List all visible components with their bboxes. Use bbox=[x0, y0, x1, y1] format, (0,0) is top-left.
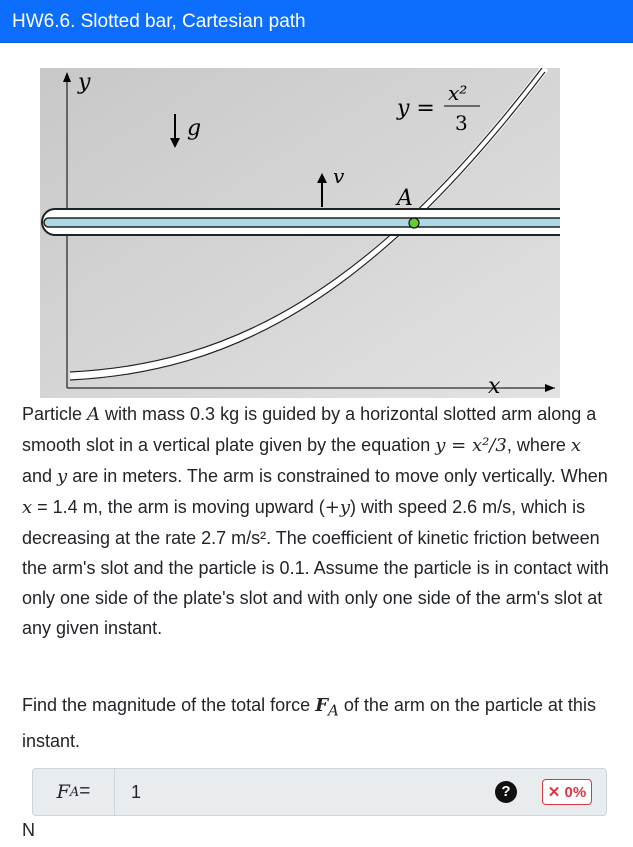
curve-label-num: x² bbox=[448, 81, 468, 105]
problem-seg: are in meters. The arm is constrained to move only vertically. When bbox=[67, 466, 608, 486]
answer-label-eq: = bbox=[79, 781, 91, 802]
problem-seg: = 1.4 m, the arm is moving upward ( bbox=[32, 497, 325, 517]
help-icon[interactable]: ? bbox=[495, 781, 517, 803]
math-equation: y = x²/3 bbox=[435, 435, 507, 456]
answer-label bbox=[33, 769, 115, 815]
math-y: y bbox=[57, 466, 68, 487]
question-text bbox=[22, 690, 612, 756]
problem-seg: with mass 0.3 kg is guided by a horizontal slotted arm along a smooth slot in a vertical plate given by the equation bbox=[22, 404, 597, 455]
page-title: HW6.6. Slotted bar, Cartesian path bbox=[12, 11, 306, 32]
question-seg: of the arm on the particle at this instant. bbox=[22, 695, 596, 751]
units-label: N bbox=[22, 820, 35, 840]
particle-label: A bbox=[397, 186, 413, 211]
problem-figure bbox=[40, 68, 560, 398]
arm-slot bbox=[44, 218, 560, 227]
answer-label-f: F bbox=[56, 781, 70, 803]
answer-input-group bbox=[32, 768, 607, 816]
problem-seg: Particle bbox=[22, 404, 88, 424]
page-header bbox=[0, 0, 633, 43]
curve-label-den: 3 bbox=[455, 111, 468, 135]
particle-a bbox=[409, 218, 419, 228]
math-a: A bbox=[87, 404, 101, 425]
math-x: x bbox=[22, 497, 33, 518]
problem-seg: ) with speed 2.6 m/s, which is decreasing at the rate 2.7 m/s². The coefficient of kinetic friction between the arm's slot and the particle is 0.1. Assume the particle is in contact with only one side of the plate's slot and with only one side of the arm's slot at any given instant. bbox=[22, 497, 609, 638]
question-seg: Find the magnitude of the total force bbox=[22, 695, 316, 715]
x-axis-label: x bbox=[488, 374, 501, 398]
problem-text bbox=[22, 399, 612, 643]
y-axis-label: y bbox=[78, 70, 91, 95]
figure-svg bbox=[40, 68, 560, 398]
problem-seg: , where bbox=[506, 435, 571, 455]
velocity-label: v bbox=[333, 164, 345, 188]
gravity-label: g bbox=[187, 116, 202, 141]
math-x: x bbox=[570, 435, 582, 456]
score-badge: ✕ 0% bbox=[542, 779, 592, 805]
math-fa-sub: A bbox=[327, 701, 339, 720]
answer-label-sub: A bbox=[69, 784, 80, 800]
curve-label-lhs: y = bbox=[397, 96, 435, 121]
math-fa: F bbox=[315, 695, 328, 716]
answer-input[interactable] bbox=[115, 769, 475, 815]
math-plus-y: +y bbox=[324, 497, 351, 518]
problem-seg: and bbox=[22, 466, 58, 486]
